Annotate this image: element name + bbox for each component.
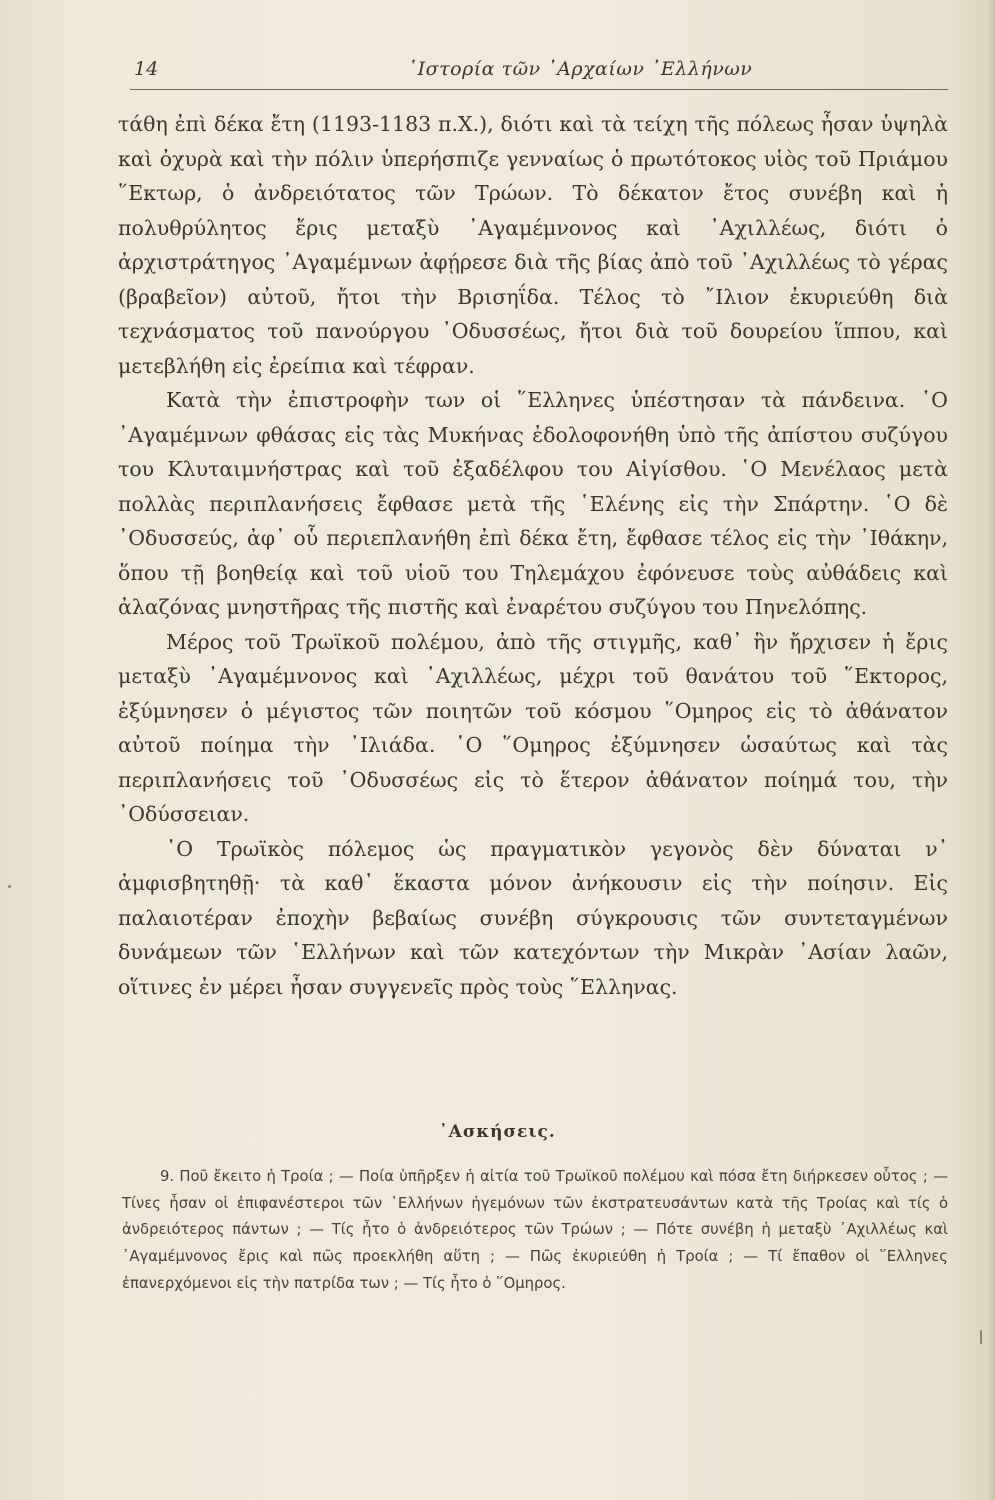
paragraph: ῾Ο Τρωϊκὸς πόλεμος ὡς πραγματικὸν γεγονὸς δὲν δύναται ν᾿ ἀμφισβητηθῇ· τὰ καθ᾿ ἕκαστα μόνον ἀνήκουσιν εἰς τὴν ποίησιν. Εἰς παλαιοτέραν ἐποχὴν βεβαίως συνέβη σύγκρουσις τῶν συντεταγμένων δυνάμεων τῶν ῾Ελλήνων καὶ τῶν κατεχόντων τὴν Μικρὰν ᾿Ασίαν λαῶν, οἵτινες ἐν μέρει ἦσαν συγγενεῖς πρὸς τοὺς ῞Ελληνας.	[118, 836, 948, 999]
exercises-heading: ᾿Ασκήσεις.	[439, 1122, 556, 1142]
main-text	[118, 107, 948, 1004]
exercise-questions: 9. Ποῦ ἔκειτο ἡ Τροία ; — Ποία ὑπῆρξεν ἡ αἰτία τοῦ Τρωϊκοῦ πολέμου καὶ πόσα ἔτη διήρκεσεν οὗτος ; — Τίνες ἦσαν οἱ ἐπιφανέστεροι τῶν ῾Ελλήνων ἡγεμόνων τῶν ἐκστρατευσάντων κατὰ τῆς Τροίας καὶ τίς ὁ ἀνδρειότερος πάντων ; — Τίς ἦτο ὁ ἀνδρειότερος τῶν Τρώων ; — Πότε συνέβη ἡ μεταξὺ ᾿Αχιλλέως καὶ ᾿Αγαμέμνονος ἔρις καὶ πῶς προεκλήθη αὕτη ; — Πῶς ἐκυριεύθη ἡ Τροία ; — Τί ἔπαθον οἱ ῞Ελληνες ἐπανερχόμενοι εἰς τὴν πατρίδα των ; — Τίς ἦτο ὁ ῞Ομηρος.	[122, 1168, 948, 1292]
paper-mark	[980, 1330, 982, 1344]
exercises-text	[122, 1164, 948, 1298]
page-edge	[985, 0, 995, 1500]
paragraph: τάθη ἐπὶ δέκα ἔτη (1193-1183 π.Χ.), διότι καὶ τὰ τείχη τῆς πόλεως ἦσαν ὑψηλὰ καὶ ὀχυρὰ καὶ τὴν πόλιν ὑπερήσπιζε γενναίως ὁ πρωτότοκος υἱὸς τοῦ Πριάμου ῞Εκτωρ, ὁ ἀνδρειότατος τῶν Τρώων. Τὸ δέκατον ἔτος συνέβη καὶ ἡ πολυθρύλητος ἔρις μεταξὺ ᾿Αγαμέμνονος καὶ ᾿Αχιλλέως, διότι ὁ ἀρχιστράτηγος ᾿Αγαμέμνων ἀφῄρεσε διὰ τῆς βίας ἀπὸ τοῦ ᾿Αχιλλέως τὸ γέρας (βραβεῖον) αὐτοῦ, ἤτοι τὴν Βρισηΐδα. Τέλος τὸ ῎Ιλιον ἐκυριεύθη διὰ τεχνάσματος τοῦ πανούργου ᾿Οδυσσέως, ἤτοι διὰ τοῦ δουρείου ἵππου, καὶ μετεβλήθη εἰς ἐρείπια καὶ τέφραν.	[118, 112, 948, 378]
page-header	[130, 56, 948, 90]
paper-speck	[8, 885, 11, 888]
paragraph: Μέρος τοῦ Τρωϊκοῦ πολέμου, ἀπὸ τῆς στιγμῆς, καθ᾿ ἣν ἤρχισεν ἡ ἔρις μεταξὺ ᾿Αγαμέμνονος καὶ ᾿Αχιλλέως, μέχρι τοῦ θανάτου τοῦ ῞Εκτορος, ἐξύμνησεν ὁ μέγιστος τῶν ποιητῶν τοῦ κόσμου ῞Ομηρος εἰς τὸ ἀθάνατον αὐτοῦ ποίημα τὴν ᾿Ιλιάδα. ῾Ο ῞Ομηρος ἐξύμνησεν ὡσαύτως καὶ τὰς περιπλανήσεις τοῦ ᾿Οδυσσέως εἰς τὸ ἕτερον ἀθάνατον ποίημά του, τὴν ᾿Οδύσσειαν.	[118, 629, 948, 826]
paragraph: Κατὰ τὴν ἐπιστροφὴν των οἱ ῞Ελληνες ὑπέστησαν τὰ πάνδεινα. ῾Ο ᾿Αγαμέμνων φθάσας εἰς τὰς Μυκήνας ἐδολοφονήθη ὑπὸ τῆς ἀπίστου συζύγου του Κλυταιμνήστρας καὶ τοῦ ἐξαδέλφου του Αἰγίσθου. ῾Ο Μενέλαος μετὰ πολλὰς περιπλανήσεις ἔφθασε μετὰ τῆς ῾Ελένης εἰς τὴν Σπάρτην. ῾Ο δὲ ᾿Οδυσσεύς, ἀφ᾿ οὗ περιεπλανήθη ἐπὶ δέκα ἔτη, ἔφθασε τέλος εἰς τὴν ᾿Ιθάκην, ὅπου τῇ βοηθείᾳ καὶ τοῦ υἱοῦ του Τηλεμάχου ἐφόνευσε τοὺς αὐθάδεις καὶ ἀλαζόνας μνηστῆρας τῆς πιστῆς καὶ ἐναρέτου συζύγου του Πηνελόπης.	[118, 388, 948, 619]
page-number: 14	[134, 58, 159, 80]
running-title: ῾Ιστορία τῶν ᾿Αρχαίων ᾿Ελλήνων	[407, 58, 753, 80]
header-rule	[130, 89, 948, 90]
